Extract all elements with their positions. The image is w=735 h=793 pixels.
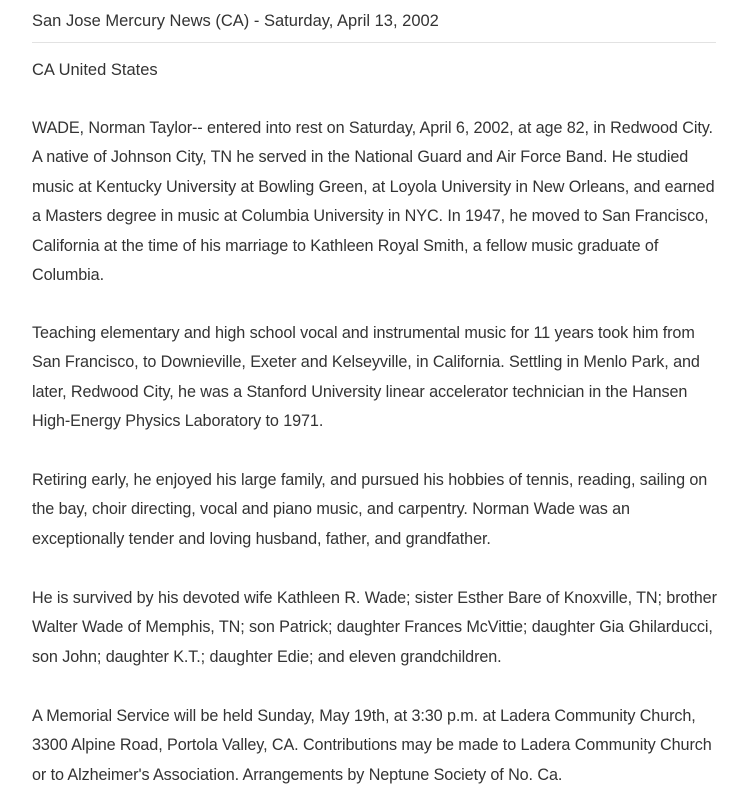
location-line: CA United States <box>32 61 158 79</box>
obituary-paragraph-retirement: Retiring early, he enjoyed his large family, and pursued his hobbies of tennis, reading, sailing on the bay, choir directing, vocal and piano music, and carpentry. Norman Wade was an exceptionally tender and loving husband, father, and grandfather. <box>32 471 708 548</box>
header-divider <box>32 42 716 43</box>
obituary-paragraph-memorial: A Memorial Service will be held Sunday, May 19th, at 3:30 p.m. at Ladera Community Church, 3300 Alpine Road, Portola Valley, CA. Contributions may be made to Ladera Community Church or to Alzheimer's Association. Arrangements by Neptune Society of No. Ca. <box>32 707 712 784</box>
obituary-paragraph-survivors: He is survived by his devoted wife Kathleen R. Wade; sister Esther Bare of Knoxville, TN; brother Walter Wade of Memphis, TN; son Patrick; daughter Frances McVittie; daughter Gia Ghilarducci, son John; daughter K.T.; daughter Edie; and eleven grandchildren. <box>32 589 717 666</box>
obituary-paragraph-biography: WADE, Norman Taylor-- entered into rest on Saturday, April 6, 2002, at age 82, in Redwood City. A native of Johnson City, TN he served in the National Guard and Air Force Band. He studied music at Kentucky University at Bowling Green, at Loyola University in New Orleans, and earned a Masters degree in music at Columbia University in NYC. In 1947, he moved to San Francisco, California at the time of his marriage to Kathleen Royal Smith, a fellow music graduate of Columbia. <box>32 119 715 285</box>
source-line: San Jose Mercury News (CA) - Saturday, April 13, 2002 <box>32 12 439 30</box>
obituary-paragraph-career: Teaching elementary and high school vocal and instrumental music for 11 years took him from San Francisco, to Downieville, Exeter and Kelseyville, in California. Settling in Menlo Park, and later, Redwood City, he was a Stanford University linear accelerator technician in the Hansen High-Energy Physics Laboratory to 1971. <box>32 324 700 431</box>
